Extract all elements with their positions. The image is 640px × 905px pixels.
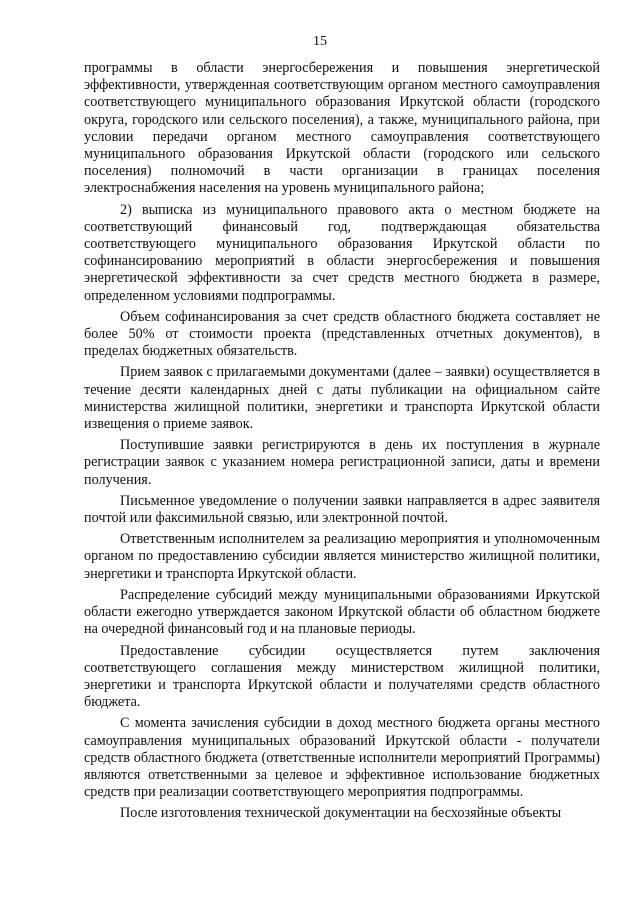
paragraph-responsible-executor: Ответственным исполнителем за реализацию мероприятия и уполномоченным органом по предоставлению субсидии является министерство жилищной политики, энергетики и транспорта Иркутской области. — [84, 531, 600, 582]
paragraph-funds-responsibility: С момента зачисления субсидии в доход местного бюджета органы местного самоуправления муниципальных образований Иркутской области - получатели средств областного бюджета (ответственные исполнители мероприятий Программы) являются ответственными за целевое и эффективное использование бюджетных средств при реализации соответствующего мероприятия подпрограммы. — [84, 715, 600, 801]
page-number: 15 — [313, 34, 327, 49]
paragraph-subsidy-agreement: Предоставление субсидии осуществляется путем заключения соответствующего соглашения между министерством жилищной политики, энергетики и транспорта Иркутской области и получателями средств областного бюджета. — [84, 642, 600, 711]
paragraph-written-notice: Письменное уведомление о получении заявки направляется в адрес заявителя почтой или факсимильной связью, или электронной почтой. — [84, 492, 600, 527]
paragraph-budget-extract: 2) выписка из муниципального правового акта о местном бюджете на соответствующий финансовый год, подтверждающая обязательства соответствующего муниципального образования Иркутской области по софинансированию мероприятий в области энергосбережения и повышения энергетической эффективности за счет средств местного бюджета в размере, определенном условиями подпрограммы. — [84, 201, 600, 304]
paragraph-subsidy-distribution: Распределение субсидий между муниципальными образованиями Иркутской области ежегодно утверждается законом Иркутской области об областном бюджете на очередной финансовый год и на плановые периоды. — [84, 586, 600, 638]
paragraph-application-registration: Поступившие заявки регистрируются в день их поступления в журнале регистрации заявок с указанием номера регистрационной записи, даты и времени получения. — [84, 437, 600, 488]
paragraph-technical-documentation: После изготовления технической документации на бесхозяйные объекты — [120, 805, 562, 822]
document-body — [84, 60, 600, 827]
paragraph-cofinancing-volume: Объем софинансирования за счет средств областного бюджета составляет не более 50% от стоимости проекта (представленных отчетных документов), в пределах бюджетных обязательств. — [84, 308, 600, 360]
paragraph-continuation: программы в области энергосбережения и повышения энергетической эффективности, утвержденная соответствующим органом местного самоуправления соответствующего муниципального образования Иркутской области (городского округа, городского или сельского поселения), а также, муниципального района, при условии передачи органом местного самоуправления соответствующего муниципального образования Иркутской области (городского или сельского поселения) полномочий в части организации в границах поселения электроснабжения населения на уровень муниципального района; — [84, 60, 600, 197]
paragraph-application-intake: Прием заявок с прилагаемыми документами (далее – заявки) осуществляется в течение десяти календарных дней с даты публикации на официальном сайте министерства жилищной политики, энергетики и транспорта Иркутской области извещения о приеме заявок. — [84, 364, 600, 433]
